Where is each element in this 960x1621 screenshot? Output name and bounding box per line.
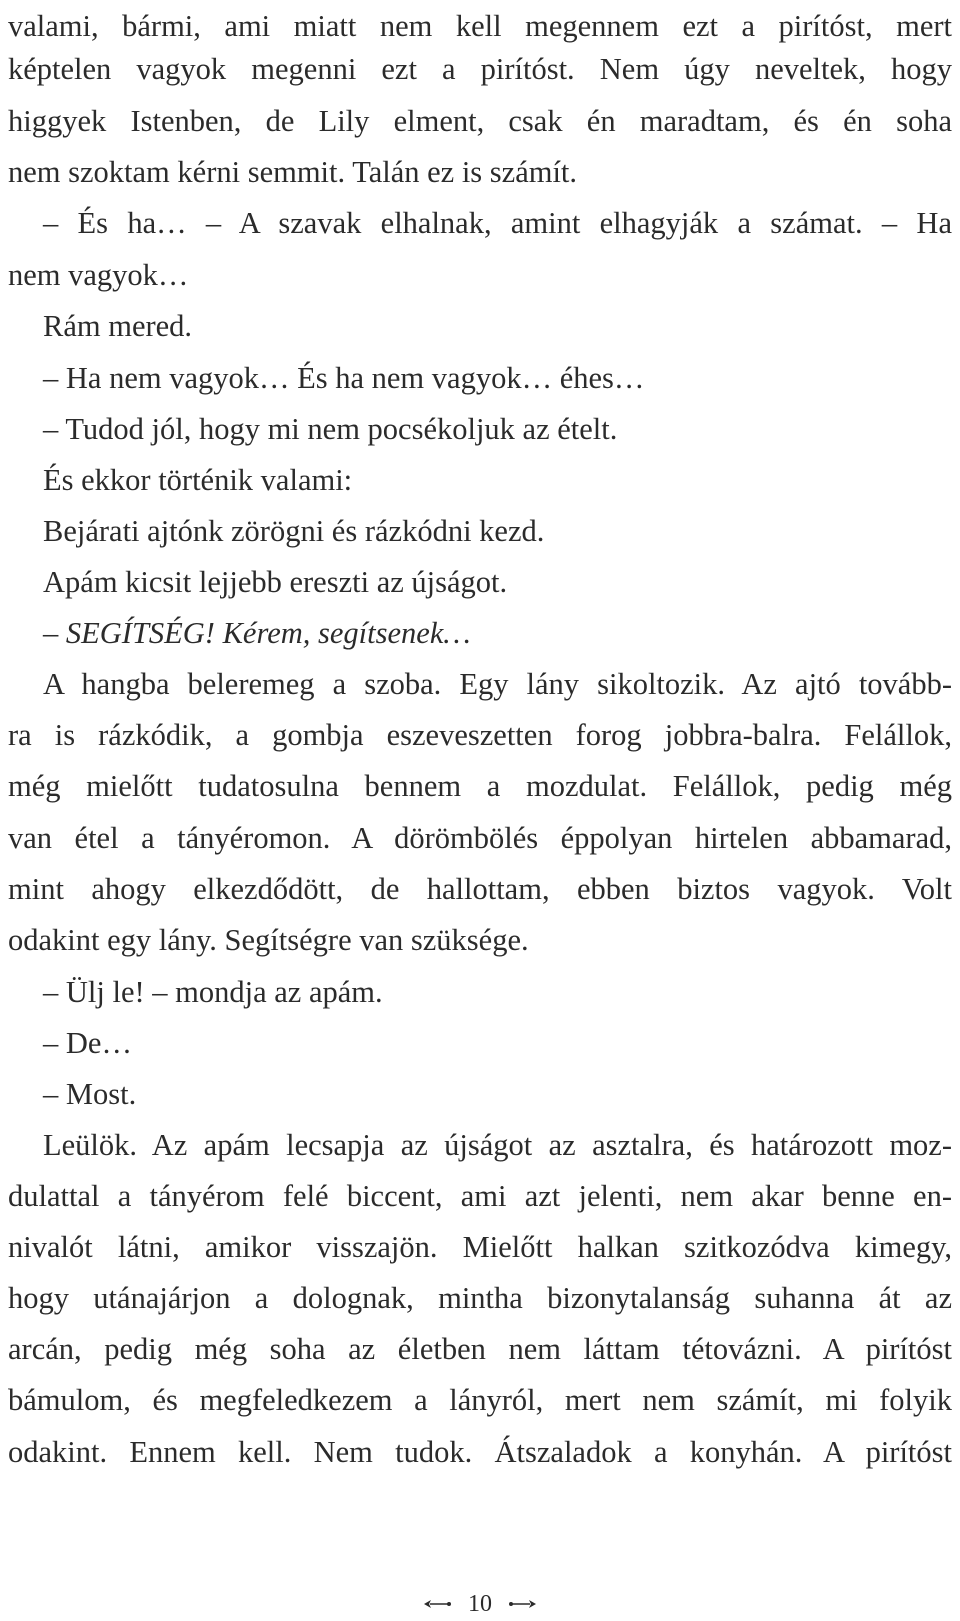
text-line: képtelen vagyok megenni ezt a pirítóst. Nem úgy neveltek, hogy (8, 52, 952, 86)
text-line: – Ülj le! – mondja az apám. (43, 975, 383, 1009)
text-line: – Tudod jól, hogy mi nem pocsékoljuk az ételt. (43, 412, 618, 446)
text-line: valami, bármi, ami miatt nem kell megennem ezt a pirítóst, mert (8, 9, 952, 43)
page-number: 10 (468, 1591, 492, 1618)
text-line: – De… (43, 1026, 132, 1060)
text-line: nem szoktam kérni semmit. Talán ez is számít. (8, 155, 578, 189)
text-line: Leülök. Az apám lecsapja az újságot az asztalra, és határozott moz- (43, 1128, 952, 1162)
text-line: van étel a tányéromon. A dörömbölés éppolyan hirtelen abbamarad, (8, 821, 952, 855)
text-line: dulattal a tányérom felé biccent, ami azt jelenti, nem akar benne en- (8, 1179, 952, 1213)
text-line: odakint. Ennem kell. Nem tudok. Átszaladok a konyhán. A pirítóst (8, 1435, 952, 1469)
text-line: – Ha nem vagyok… És ha nem vagyok… éhes… (43, 361, 645, 395)
text-line: nem vagyok… (8, 258, 189, 292)
text-line: arcán, pedig még soha az életben nem láttam tétovázni. A pirítóst (8, 1332, 952, 1366)
text-line: Rám mered. (43, 309, 193, 343)
dash: – (43, 616, 59, 650)
text-line: Bejárati ajtónk zörögni és rázkódni kezd. (43, 514, 545, 548)
text-line: bámulom, és megfeledkezem a lányról, mert nem számít, mi folyik (8, 1383, 952, 1417)
text-line: Apám kicsit lejjebb ereszti az újságot. (43, 565, 508, 599)
text-line: még mielőtt tudatosulna bennem a mozdulat. Felállok, pedig még (8, 769, 952, 803)
text-line: És ekkor történik valami: (43, 463, 353, 497)
text-line: odakint egy lány. Segítségre van szüksége. (8, 923, 529, 957)
text-line: nivalót látni, amikor visszajön. Mielőtt halkan szitkozódva kimegy, (8, 1230, 952, 1264)
shout-text: SEGÍTSÉG! (65, 616, 215, 650)
text-line: A hangba beleremeg a szoba. Egy lány sikoltozik. Az ajtó tovább- (43, 667, 952, 701)
page-footer (0, 1588, 960, 1618)
text-line: hogy utánajárjon a dolognak, mintha bizonytalanság suhanna át az (8, 1281, 952, 1315)
text-line: higgyek Istenben, de Lily elment, csak én maradtam, és én soha (8, 104, 952, 138)
text-line: ra is rázkódik, a gombja eszeveszetten forog jobbra-balra. Felállok, (8, 718, 952, 752)
left-ornament-icon (422, 1597, 452, 1611)
text-line: – Most. (43, 1077, 137, 1111)
plea-text: Kérem, segítsenek… (222, 616, 471, 650)
text-line: – És ha… – A szavak elhalnak, amint elhagyják a számat. – Ha (43, 206, 952, 240)
help-line (43, 607, 952, 659)
text-line: mint ahogy elkezdődött, de hallottam, ebben biztos vagyok. Volt (8, 872, 952, 906)
right-ornament-icon (508, 1597, 538, 1611)
